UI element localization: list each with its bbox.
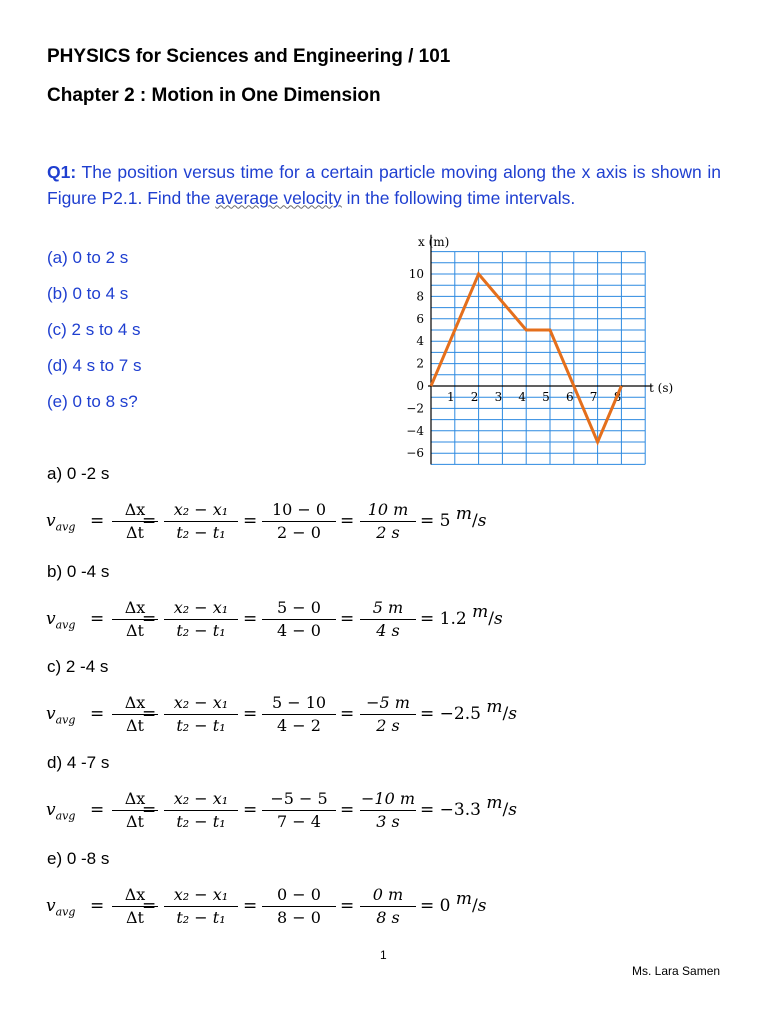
result: = 5 m/s (420, 504, 487, 531)
delta-fraction: Δx Δt (112, 597, 158, 641)
result: = 1.2 m/s (420, 602, 503, 629)
velocity-equation (46, 597, 566, 641)
equals-sign: = (142, 800, 157, 820)
question-part-b: (b) 0 to 4 s (47, 284, 129, 303)
x-tick-label: 7 (589, 390, 598, 404)
velocity-equation (46, 692, 566, 736)
velocity-equation (46, 884, 566, 928)
units-fraction: 10 m 2 s (360, 499, 416, 543)
question-text-after: in the following time intervals. (341, 187, 576, 208)
solution-label: b) 0 -4 s (47, 562, 110, 581)
coordinate-fraction: x₂ − x₁ t₂ − t₁ (164, 692, 238, 736)
delta-fraction: Δx Δt (112, 499, 158, 543)
page-number: 1 (380, 948, 387, 962)
units-fraction: 0 m 8 s (360, 884, 416, 928)
question-part-a: (a) 0 to 2 s (47, 248, 129, 267)
equals-sign: = (340, 609, 355, 629)
equals-sign: = (243, 609, 258, 629)
x-tick-label: 5 (542, 390, 550, 404)
lhs-symbol: $v_{avg}$ (46, 704, 76, 727)
delta-fraction: Δx Δt (112, 884, 158, 928)
coordinate-fraction: x₂ − x₁ t₂ − t₁ (164, 597, 238, 641)
x-tick-label: 1 (446, 390, 455, 404)
equals-sign: = (340, 896, 355, 916)
lhs-symbol: $v_{avg}$ (46, 511, 76, 534)
values-fraction: 10 − 0 2 − 0 (262, 499, 336, 543)
x-tick-label: 4 (518, 390, 527, 404)
velocity-equation (46, 788, 566, 832)
y-tick-label: 0 (416, 379, 424, 393)
equals-sign: = (243, 704, 258, 724)
solution-label: e) 0 -8 s (47, 849, 110, 868)
question-part-c: (c) 2 s to 4 s (47, 320, 141, 339)
position-time-graph (390, 228, 690, 478)
lhs-symbol: $v_{avg}$ (46, 609, 76, 632)
coordinate-fraction: x₂ − x₁ t₂ − t₁ (164, 499, 238, 543)
equals-sign: = (142, 609, 157, 629)
result: = −2.5 m/s (420, 697, 517, 724)
equals-sign: = (243, 511, 258, 531)
lhs-symbol: $v_{avg}$ (46, 896, 76, 919)
equals-sign: = (340, 511, 355, 531)
question-underlined-term: average velocity (215, 187, 342, 208)
y-tick-label: −6 (406, 446, 424, 461)
question-label: Q1: (47, 162, 77, 182)
solution-label: a) 0 -2 s (47, 464, 110, 483)
equals-sign: = (243, 896, 258, 916)
question-text (47, 160, 721, 211)
velocity-equation (46, 499, 566, 543)
equals-sign: = (142, 704, 157, 724)
graph-grid (431, 252, 645, 465)
units-fraction: −5 m 2 s (360, 692, 416, 736)
values-fraction: 0 − 0 8 − 0 (262, 884, 336, 928)
solution-label: c) 2 -4 s (47, 657, 109, 676)
y-tick-label: 10 (408, 267, 424, 281)
equals-sign: = (90, 609, 105, 629)
y-tick-label: 8 (416, 289, 424, 304)
solution-label: d) 4 -7 s (47, 753, 110, 772)
y-tick-label: −2 (406, 401, 424, 416)
delta-fraction: Δx Δt (112, 692, 158, 736)
values-fraction: −5 − 5 7 − 4 (262, 788, 336, 832)
question-part-d: (d) 4 s to 7 s (47, 356, 142, 375)
x-axis-label: t (s) (649, 381, 674, 395)
equals-sign: = (90, 704, 105, 724)
coordinate-fraction: x₂ − x₁ t₂ − t₁ (164, 788, 238, 832)
equals-sign: = (340, 704, 355, 724)
values-fraction: 5 − 10 4 − 2 (262, 692, 336, 736)
lhs-symbol: $v_{avg}$ (46, 800, 76, 823)
equals-sign: = (243, 800, 258, 820)
y-tick-labels (406, 267, 424, 460)
equals-sign: = (90, 896, 105, 916)
x-tick-label: 8 (613, 390, 622, 404)
y-axis-label: x (m) (418, 235, 450, 249)
result: = −3.3 m/s (420, 793, 517, 820)
values-fraction: 5 − 0 4 − 0 (262, 597, 336, 641)
y-tick-label: 6 (416, 311, 424, 326)
equals-sign: = (142, 896, 157, 916)
equals-sign: = (142, 511, 157, 531)
graph-axes (428, 235, 652, 465)
y-tick-label: −4 (406, 423, 424, 438)
units-fraction: −10 m 3 s (360, 789, 416, 831)
chapter-title: Chapter 2 : Motion in One Dimension (47, 85, 381, 106)
course-title: PHYSICS for Sciences and Engineering / 101 (47, 46, 451, 67)
y-tick-label: 2 (416, 356, 424, 371)
result: = 0 m/s (420, 889, 487, 916)
equals-sign: = (340, 800, 355, 820)
x-tick-label: 2 (470, 390, 479, 404)
coordinate-fraction: x₂ − x₁ t₂ − t₁ (164, 884, 238, 928)
units-fraction: 5 m 4 s (360, 597, 416, 641)
question-text-before: The position versus time for a certain particle moving along the x axis is shown in Figure P2.1. Find the (47, 162, 721, 208)
x-tick-label: 3 (494, 390, 503, 404)
y-tick-label: 4 (416, 334, 424, 349)
author-name: Ms. Lara Samen (632, 964, 721, 978)
equals-sign: = (90, 800, 105, 820)
question-part-e: (e) 0 to 8 s? (47, 392, 138, 411)
delta-fraction: Δx Δt (112, 788, 158, 832)
equals-sign: = (90, 511, 105, 531)
x-tick-label: 6 (565, 390, 574, 404)
